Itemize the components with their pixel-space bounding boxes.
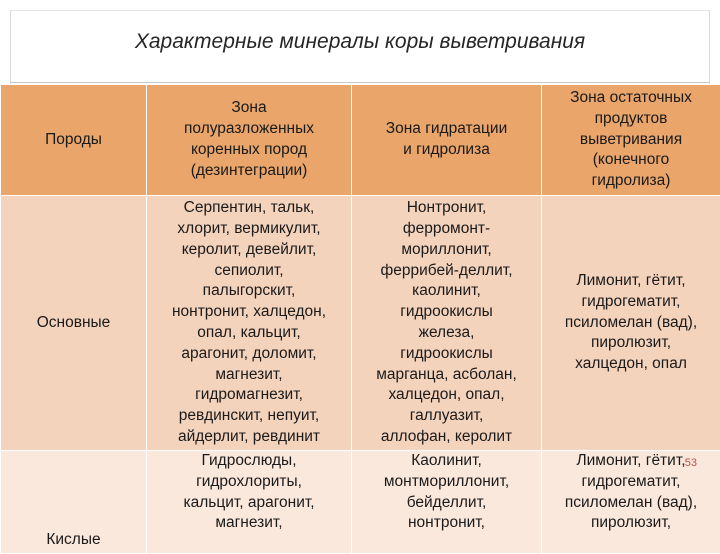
cell-rock: Кислые (1, 451, 147, 554)
cell-residual: Лимонит, гётит, гидрогематит, псиломелан (вад), пиролюзит, (542, 451, 720, 554)
cell-residual: Лимонит, гётит, гидрогематит, псиломелан (вад), пиролюзит, халцедон, опал (542, 196, 720, 451)
header-residual-zone: Зона остаточных продуктов выветривания (конечного гидролиза) (542, 85, 720, 196)
table-row (1, 451, 720, 554)
cell-hydration: Нонтронит, ферромонт- мориллонит, феррибей-деллит, каолинит, гидроокислы железа, гидроокислы марганца, асболан, халцедон, опал, галлуазит, аллофан, керолит (352, 196, 542, 451)
cell-disintegration: Гидрослюды, гидрохлориты, кальцит, арагонит, магнезит, (147, 451, 352, 554)
header-hydration-zone: Зона гидратации и гидролиза (352, 85, 542, 196)
cell-hydration: Каолинит, монтмориллонит, бейделлит, нонтронит, (352, 451, 542, 554)
minerals-table (0, 84, 720, 554)
header-rocks: Породы (1, 85, 147, 196)
cell-rock: Основные (1, 196, 147, 451)
cell-disintegration: Серпентин, тальк, хлорит, вермикулит, керолит, девейлит, сепиолит, палыгорскит, нонтронит, халцедон, опал, кальцит, арагонит, доломит, магнезит, гидромагнезит, ревдинскит, непуит, айдерлит, ревдинит (147, 196, 352, 451)
slide-number: 53 (685, 457, 697, 469)
header-disintegration-zone: Зона полуразложенных коренных пород (дезинтеграции) (147, 85, 352, 196)
title-divider (10, 82, 710, 83)
table-header-row (1, 85, 720, 196)
slide-title: Характерные минералы коры выветривания (0, 30, 720, 54)
table-row (1, 196, 720, 451)
